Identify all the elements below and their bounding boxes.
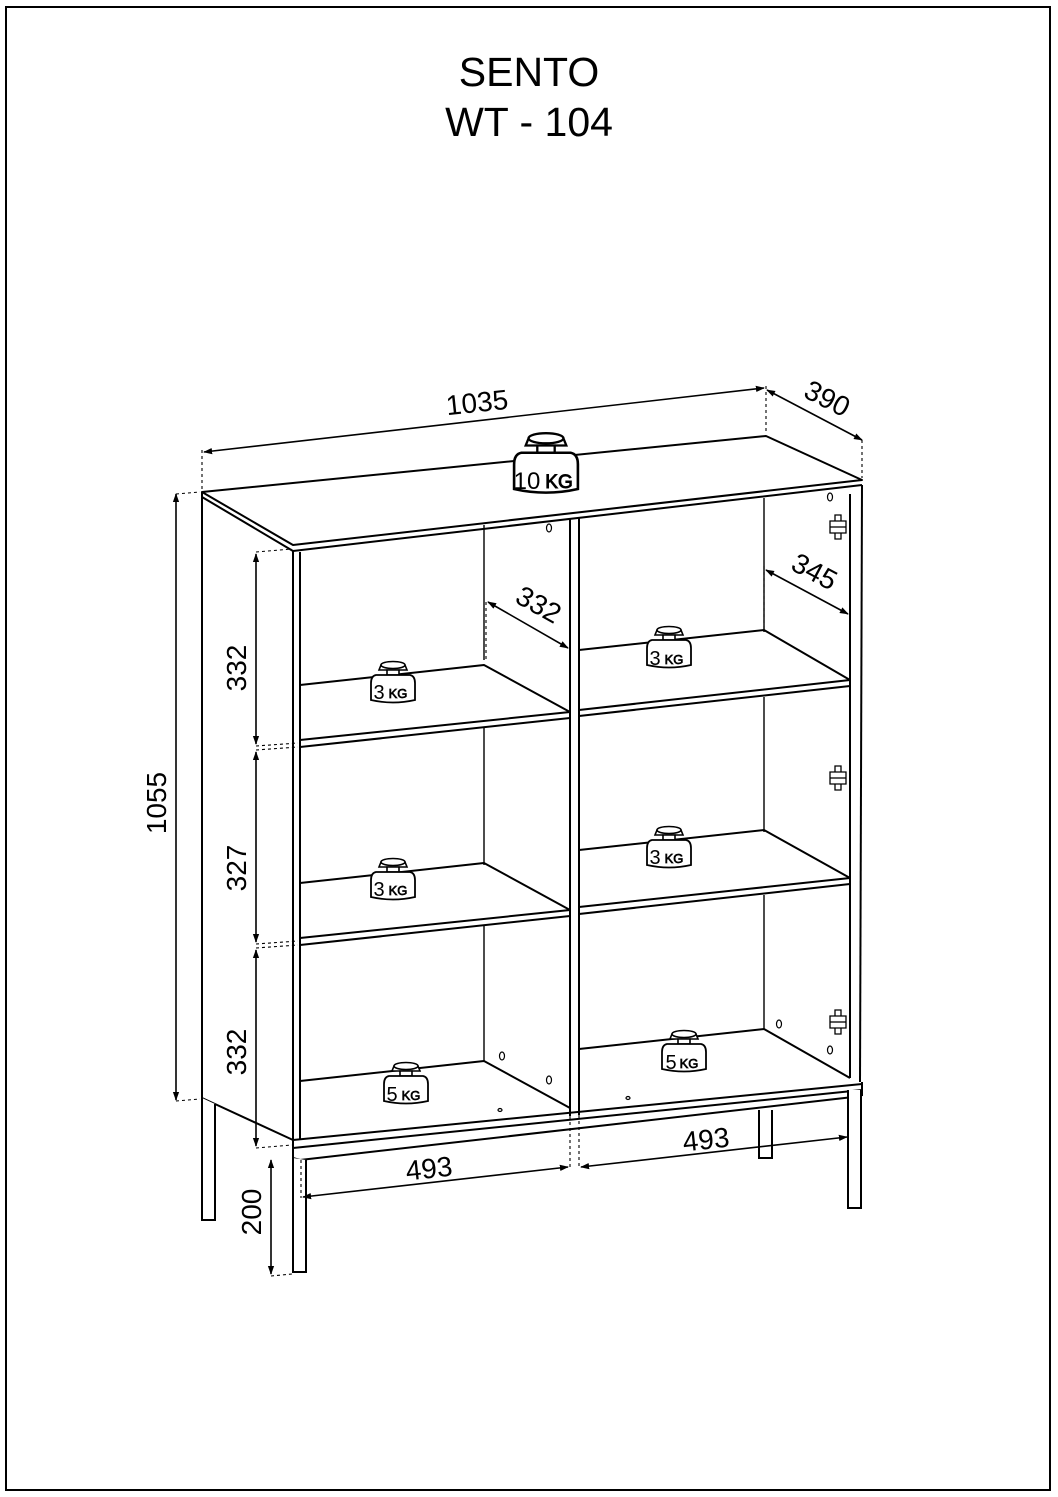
load-top-num: 10 [513,468,541,495]
load-right-mid-unit: KG [664,851,684,866]
load-right-top-num: 3 [649,648,661,670]
load-left-top-num: 3 [373,682,385,704]
load-right-top-unit: KG [664,652,684,667]
dim-inner-depth-left: 332 [510,579,567,630]
load-left-mid-unit: KG [388,883,408,898]
load-left-mid-num: 3 [373,879,385,901]
dim-compartment-right: 493 [681,1121,731,1158]
dim-height: 1055 [141,771,172,835]
dim-depth: 390 [799,374,856,423]
load-left-bottom-num: 5 [386,1084,398,1106]
dimension-labels [141,374,855,1235]
load-right-bottom-unit: KG [679,1056,699,1071]
load-top-unit: KG [545,472,573,493]
load-weights [371,433,706,1106]
load-right-bottom-num: 5 [665,1052,677,1074]
dim-inner-depth-right: 345 [786,546,843,597]
shelf-pin-holes [498,493,833,1112]
dim-width: 1035 [444,383,510,422]
dim-shelf-bottom: 332 [221,1028,252,1076]
hinge-icons [830,515,846,1034]
product-name: SENTO [458,49,600,95]
load-left-bottom-unit: KG [401,1088,421,1103]
dim-leg-height: 200 [236,1188,267,1236]
dim-shelf-mid: 327 [221,844,252,892]
product-model: WT - 104 [445,99,613,145]
load-right-mid-num: 3 [649,847,661,869]
dim-compartment-left: 493 [404,1150,454,1187]
load-left-top-unit: KG [388,686,408,701]
dim-shelf-top: 332 [221,644,252,692]
cabinet-body [202,436,862,1160]
